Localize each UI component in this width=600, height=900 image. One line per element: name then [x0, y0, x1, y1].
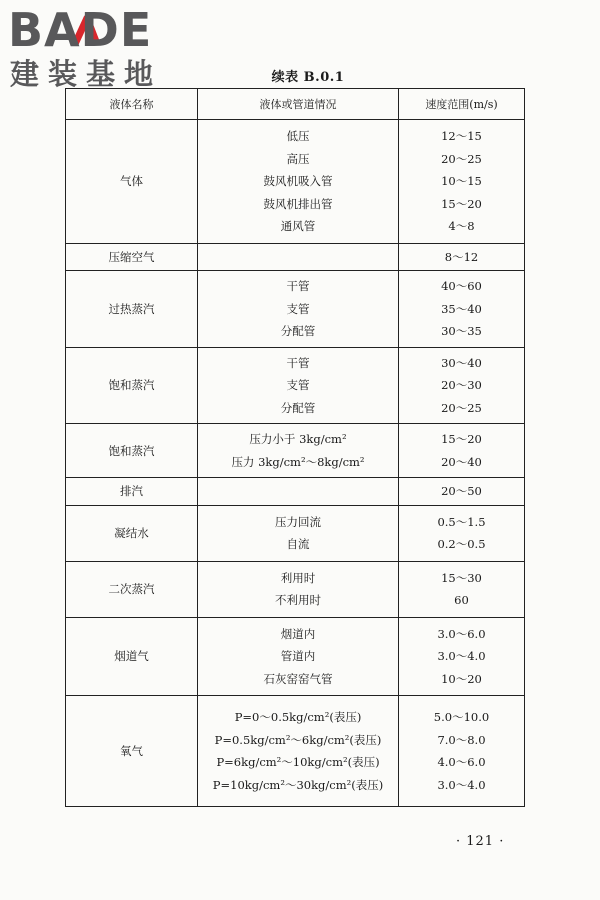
condition-cell: [198, 347, 399, 424]
speed-range-cell: [399, 505, 525, 561]
condition-text: 干管: [286, 355, 310, 370]
table-row: [66, 243, 525, 271]
speed-range-cell: [399, 696, 525, 807]
fluid-name-cell: 饱和蒸汽: [66, 347, 198, 424]
fluid-name-cell: 凝结水: [66, 505, 198, 561]
speed-value: 20～40: [441, 454, 482, 469]
condition-text: 管道内: [280, 649, 316, 663]
speed-value: 20～30: [441, 378, 482, 392]
table-header-row: [66, 89, 525, 120]
speed-range-cell: [399, 347, 525, 424]
speed-range-cell: [399, 561, 525, 617]
speed-range-cell: [399, 478, 525, 506]
speed-value: 3.0～4.0: [437, 777, 486, 792]
speed-value: 15～30: [441, 570, 482, 585]
speed-value: 3.0～4.0: [437, 649, 486, 663]
condition-cell: [198, 617, 399, 696]
speed-range-cell: [399, 617, 525, 696]
speed-value: 20～25: [441, 400, 482, 415]
speed-value: 5.0～10.0: [433, 710, 490, 724]
logo-word: BADE: [8, 3, 153, 57]
speed-range-cell: [399, 271, 525, 348]
condition-text: 支管: [286, 378, 310, 392]
speed-value: 60: [454, 593, 469, 607]
table-row: [66, 478, 525, 506]
condition-text: [198, 480, 398, 503]
condition-text: P=6kg/cm²～10kg/cm²(表压): [216, 755, 380, 769]
speed-value: 20～50: [441, 484, 482, 498]
header-fluid-name: 液体名称: [66, 89, 198, 120]
fluid-name-cell: 气体: [66, 120, 198, 244]
fluid-name-cell: 排汽: [66, 478, 198, 506]
speed-value: 40～60: [441, 279, 482, 293]
condition-cell: [198, 243, 399, 271]
header-condition: 液体或管道情况: [198, 89, 399, 120]
table-row: [66, 120, 525, 244]
table-row: [66, 424, 525, 478]
logo-subtitle: 建装基地: [10, 57, 163, 91]
condition-cell: [198, 424, 399, 478]
page-number: · 121 ·: [456, 834, 505, 849]
table-row: [66, 505, 525, 561]
fluid-name-cell: 二次蒸汽: [66, 561, 198, 617]
speed-value: 0.2～0.5: [437, 537, 486, 551]
condition-text: 压力 3kg/cm²～8kg/cm²: [231, 454, 365, 469]
speed-value: 3.0～6.0: [437, 626, 486, 641]
condition-text: 压力小于 3kg/cm²: [249, 432, 347, 446]
table-body: [66, 120, 525, 807]
flow-speed-table: [65, 88, 525, 807]
condition-text: 鼓风机吸入管: [263, 174, 333, 188]
speed-value: 10～20: [441, 671, 482, 686]
speed-value: 12～15: [441, 129, 482, 143]
condition-text: 低压: [286, 129, 310, 143]
table-row: [66, 617, 525, 696]
speed-value: 4～8: [448, 219, 475, 233]
condition-text: [198, 246, 398, 269]
table-row: [66, 561, 525, 617]
speed-value: 7.0～8.0: [437, 732, 486, 747]
condition-text: 分配管: [280, 324, 316, 338]
condition-text: 高压: [286, 151, 310, 166]
condition-text: 烟道内: [280, 626, 316, 641]
condition-text: 鼓风机排出管: [263, 196, 333, 211]
condition-cell: [198, 505, 399, 561]
condition-text: 通风管: [280, 219, 316, 233]
condition-cell: [198, 696, 399, 807]
speed-value: 30～40: [441, 355, 482, 370]
speed-value: 4.0～6.0: [437, 755, 486, 769]
speed-value: 35～40: [441, 301, 482, 316]
speed-value: 15～20: [441, 196, 482, 211]
condition-text: 利用时: [280, 570, 316, 585]
speed-value: 10～15: [441, 174, 482, 188]
table-row: [66, 347, 525, 424]
fluid-name-cell: 压缩空气: [66, 243, 198, 271]
condition-text: 支管: [286, 301, 310, 316]
table-caption: 续表 B.0.1: [271, 70, 345, 85]
condition-text: 分配管: [280, 400, 316, 415]
condition-text: 不利用时: [275, 593, 321, 607]
speed-value: 20～25: [441, 151, 482, 166]
speed-value: 8～12: [444, 249, 479, 264]
speed-range-cell: [399, 120, 525, 244]
condition-text: P=0～0.5kg/cm²(表压): [234, 710, 362, 724]
condition-text: P=10kg/cm²～30kg/cm²(表压): [212, 777, 384, 792]
condition-text: P=0.5kg/cm²～6kg/cm²(表压): [214, 732, 382, 747]
condition-cell: [198, 271, 399, 348]
condition-text: 自流: [286, 537, 310, 551]
condition-text: 石灰窑窑气管: [263, 671, 333, 686]
header-speed-range: 速度范围(m/s): [399, 89, 525, 120]
condition-cell: [198, 561, 399, 617]
speed-value: 30～35: [441, 324, 482, 338]
bade-logo: [6, 4, 178, 96]
fluid-name-cell: 饱和蒸汽: [66, 424, 198, 478]
condition-text: 干管: [286, 279, 310, 293]
fluid-name-cell: 氧气: [66, 696, 198, 807]
fluid-name-cell: 烟道气: [66, 617, 198, 696]
fluid-name-cell: 过热蒸汽: [66, 271, 198, 348]
condition-text: 压力回流: [275, 514, 321, 529]
speed-value: 15～20: [441, 432, 482, 446]
speed-range-cell: [399, 243, 525, 271]
condition-cell: [198, 478, 399, 506]
table-row: [66, 696, 525, 807]
condition-cell: [198, 120, 399, 244]
speed-range-cell: [399, 424, 525, 478]
speed-value: 0.5～1.5: [437, 514, 486, 529]
table-row: [66, 271, 525, 348]
